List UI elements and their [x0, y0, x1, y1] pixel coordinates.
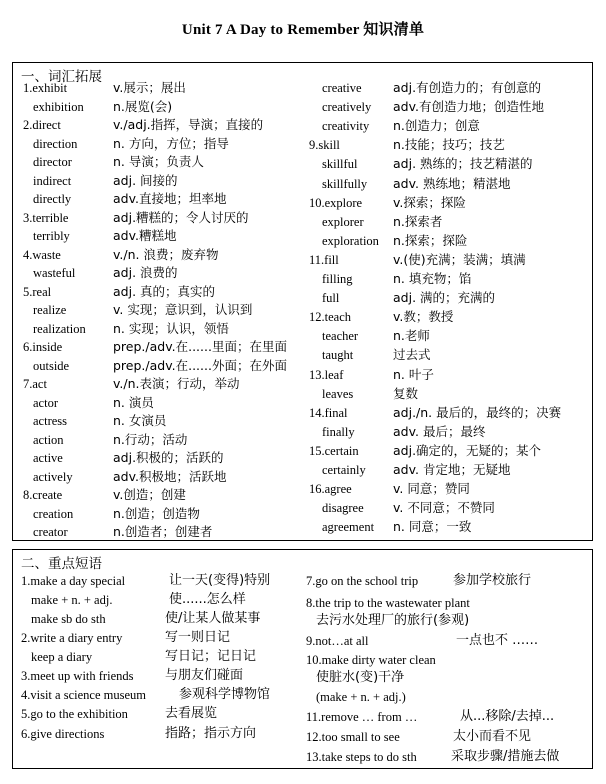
vocab-definition: n.展览(会) [113, 98, 173, 114]
vocab-entry [33, 153, 204, 171]
phrase-chinese: 使脏水(变)干净 [316, 670, 405, 685]
phrase-english: 2.write a diary entry [21, 631, 123, 645]
vocab-definition: v./n. 浪费；废弃物 [113, 246, 219, 262]
vocab-entry [322, 98, 544, 116]
vocab-entry [33, 301, 252, 319]
phrase-english: 12.too small to see [306, 730, 400, 744]
vocab-word: actress [33, 414, 68, 428]
phrase-chinese: 与朋友们碰面 [165, 668, 244, 683]
vocab-definition: adj. 间接的 [113, 172, 178, 188]
vocab-word: actively [33, 469, 73, 484]
vocab-entry [309, 404, 561, 422]
vocab-definition: adj. 满的；充满的 [393, 290, 496, 306]
vocab-entry [23, 246, 218, 264]
vocab-entry [322, 270, 471, 288]
vocab-definition: n. 填充物；馅 [393, 271, 472, 286]
vocab-word: full [322, 291, 340, 306]
vocab-entry [309, 136, 505, 154]
phrase-english: (make + n. + adj.) [316, 690, 406, 704]
phrase-english: make + n. + adj. [31, 593, 113, 607]
vocab-entry [33, 449, 224, 467]
phrase-english: 9.not…at all [306, 634, 369, 648]
vocab-word: teacher [322, 329, 359, 344]
vocab-definition: n.老师 [393, 328, 430, 344]
phrase-english: 11.remove … from … [306, 710, 418, 724]
vocab-definition: adv. 最后；最终 [393, 423, 486, 439]
page-title: Unit 7 A Day to Remember 知识清单 [181, 22, 425, 38]
vocab-word: 5.real [23, 284, 52, 299]
vocab-definition: v.展示；展出 [113, 80, 186, 95]
vocab-word: active [33, 451, 63, 465]
vocab-word: 14.final [309, 405, 348, 420]
phrase-chinese: 从...移除/去掉... [460, 709, 555, 724]
vocab-definition: n.探索；探险 [393, 232, 468, 248]
vocab-definition: adv.糟糕地 [113, 228, 177, 243]
vocab-entry [322, 155, 533, 173]
vocab-word: 7.act [23, 377, 47, 391]
vocab-entry [309, 308, 453, 326]
vocab-definition: prep./adv.在......外面；在外面 [113, 357, 287, 373]
vocab-word: action [33, 432, 64, 447]
vocab-definition: adv.积极地；活跃地 [113, 468, 227, 484]
vocab-entry [23, 486, 186, 504]
vocab-entry [33, 172, 178, 190]
vocab-entry [33, 264, 178, 282]
vocab-entry [33, 98, 172, 116]
vocab-definition: n. 同意；一致 [393, 519, 472, 535]
vocab-entry [33, 412, 166, 430]
vocab-entry [322, 346, 431, 364]
vocab-word: direction [33, 136, 78, 151]
vocab-definition: adj. 熟练的；技艺精湛的 [393, 156, 533, 172]
vocab-definition: n.创造者；创建者 [113, 524, 213, 539]
vocab-word: director [33, 155, 72, 169]
phrases-section [12, 549, 593, 769]
vocab-word: 1.exhibit [23, 81, 68, 95]
vocab-definition: n. 叶子 [393, 366, 434, 382]
phrase-chinese: 去污水处理厂的旅行(参观) [316, 613, 470, 628]
phrase-english: 4.visit a science museum [21, 688, 146, 702]
vocab-word: explorer [322, 214, 364, 229]
vocab-definition: adv.直接地；坦率地 [113, 191, 227, 206]
vocab-word: 2.direct [23, 118, 61, 132]
vocab-entry [309, 194, 466, 212]
vocab-definition: n.技能；技巧；技艺 [393, 137, 505, 153]
vocab-definition: v./adj.指挥，导演；直接的 [113, 117, 264, 132]
phrase-english: 7.go on the school trip [306, 574, 419, 588]
vocab-entry [23, 338, 287, 356]
vocab-word: skillfully [322, 176, 368, 191]
vocab-word: realize [33, 303, 67, 317]
phrase-chinese: 写一则日记 [165, 630, 231, 645]
phrase-english: keep a diary [31, 650, 93, 664]
vocab-definition: n.创造；创造物 [113, 505, 200, 521]
phrase-chinese: 去看展览 [165, 706, 218, 721]
vocab-entry [33, 320, 229, 338]
vocab-definition: n. 演员 [113, 394, 154, 410]
vocab-entry [33, 431, 187, 449]
vocab-definition: adj.有创造力的；有创意的 [393, 80, 542, 95]
vocab-word: actor [33, 395, 58, 410]
vocab-definition: v.创造；创建 [113, 487, 186, 502]
vocab-word: 6.inside [23, 340, 63, 354]
vocab-entry [309, 442, 541, 460]
phrase-chinese: 一点也不 …… [456, 633, 539, 648]
vocab-word: exploration [322, 233, 379, 248]
vocab-definition: adj. 浪费的 [113, 265, 178, 280]
vocab-definition: v. 不同意；不赞同 [393, 500, 495, 516]
vocab-word: filling [322, 272, 353, 286]
vocab-entry [33, 135, 229, 153]
vocab-entry [23, 209, 249, 227]
phrase-chinese: 太小而看不见 [453, 729, 532, 744]
vocab-entry [23, 283, 215, 301]
vocab-definition: adj. 真的；真实的 [113, 283, 216, 299]
vocab-entry [309, 366, 434, 384]
vocab-definition: v. 同意；赞同 [393, 481, 470, 497]
vocab-entry [33, 227, 177, 245]
vocab-definition: 复数 [393, 385, 419, 401]
vocab-word: 13.leaf [309, 367, 344, 382]
vocab-entry [322, 289, 495, 307]
vocab-definition: adj.糟糕的；令人讨厌的 [113, 209, 249, 225]
phrase-chinese: 使/让某人做某事 [165, 611, 261, 626]
vocab-word: directly [33, 192, 72, 206]
vocab-entry [322, 423, 485, 441]
vocab-entry [309, 251, 526, 269]
vocab-word: 4.waste [23, 247, 61, 262]
vocab-word: creation [33, 506, 74, 521]
vocab-definition: prep./adv.在......里面；在里面 [113, 339, 287, 354]
phrase-english: 5.go to the exhibition [21, 707, 128, 721]
vocab-word: creatively [322, 100, 372, 115]
vocab-entry [322, 385, 418, 403]
vocab-word: agreement [322, 520, 375, 535]
vocab-entry [322, 232, 467, 250]
vocab-definition: n. 方向，方位；指导 [113, 135, 229, 151]
vocabulary-heading: 一、词汇拓展 [21, 69, 102, 85]
vocab-entry [33, 357, 287, 375]
vocab-entry [322, 79, 541, 97]
vocab-entry [33, 468, 227, 486]
vocab-definition: v.探索；探险 [393, 194, 466, 210]
vocabulary-section [12, 62, 593, 541]
vocab-definition: n. 导演；负责人 [113, 154, 204, 169]
vocab-word: 12.teach [309, 310, 351, 325]
phrase-english: 13.take steps to do sth [306, 750, 417, 764]
vocab-word: 3.terrible [23, 210, 69, 225]
vocab-definition: v.教；教授 [393, 309, 454, 325]
vocab-word: 15.certain [309, 443, 359, 458]
phrases-heading: 二、重点短语 [21, 556, 102, 572]
vocab-word: 16.agree [309, 482, 352, 497]
vocab-entry [23, 116, 263, 134]
vocab-entry [322, 499, 495, 517]
phrase-english: make sb do sth [31, 612, 106, 626]
vocab-word: taught [322, 348, 354, 363]
vocab-word: 10.explore [309, 195, 363, 210]
vocab-word: leaves [322, 386, 354, 401]
vocab-entry [23, 375, 240, 393]
vocab-word: creative [322, 81, 362, 95]
vocab-definition: adv. 肯定地；无疑地 [393, 462, 511, 477]
vocab-word: terribly [33, 229, 70, 243]
vocab-entry [322, 461, 510, 479]
vocab-definition: v./n.表演；行动，举动 [113, 376, 240, 391]
vocab-word: finally [322, 424, 355, 439]
vocab-entry [322, 518, 471, 536]
phrase-chinese: 参观科学博物馆 [179, 687, 271, 702]
vocab-entry [322, 327, 430, 345]
vocab-entry [322, 213, 442, 231]
vocab-entry [309, 480, 470, 498]
vocab-word: creativity [322, 119, 370, 134]
vocab-word: disagree [322, 501, 364, 516]
phrase-english: 1.make a day special [21, 574, 126, 588]
phrase-english: 3.meet up with friends [21, 669, 134, 683]
vocab-entry [23, 79, 186, 97]
vocab-definition: n. 女演员 [113, 413, 167, 428]
vocab-word: realization [33, 321, 86, 336]
vocab-entry [322, 175, 510, 193]
vocab-definition: adj.确定的，无疑的；某个 [393, 442, 542, 458]
phrase-chinese: 让一天(变得)特别 [169, 573, 271, 588]
vocab-word: 11.fill [309, 252, 339, 267]
vocab-word: indirect [33, 173, 72, 188]
vocab-word: exhibition [33, 99, 84, 114]
vocab-entry [33, 394, 154, 412]
phrase-chinese: 采取步骤/措施去做 [451, 749, 560, 764]
vocab-entry [33, 523, 212, 541]
vocab-definition: adj./n. 最后的，最终的；决赛 [393, 404, 562, 420]
vocab-word: creator [33, 525, 68, 539]
vocab-word: skillful [322, 157, 358, 172]
vocab-word: 9.skill [309, 138, 340, 153]
vocab-definition: n.行动；活动 [113, 431, 188, 447]
vocab-definition: n.创造力；创意 [393, 118, 480, 134]
phrase-english: 6.give directions [21, 727, 105, 741]
vocab-word: outside [33, 358, 70, 373]
vocab-entry [33, 505, 200, 523]
phrase-english: 8.the trip to the wastewater plant [306, 596, 470, 610]
vocab-word: 8.create [23, 488, 63, 502]
vocab-definition: adv. 熟练地；精湛地 [393, 175, 511, 191]
phrase-chinese: 写日记；记日记 [165, 649, 257, 664]
vocab-word: wasteful [33, 266, 76, 280]
vocab-entry [322, 117, 480, 135]
vocab-definition: v.(使)充满；装满；填满 [393, 251, 526, 267]
vocab-definition: adv.有创造力地；创造性地 [393, 99, 544, 115]
vocab-definition: v. 实现；意识到，认识到 [113, 302, 253, 317]
vocab-definition: adj.积极的；活跃的 [113, 450, 224, 465]
vocab-definition: n.探索者 [393, 213, 443, 229]
vocab-entry [33, 190, 227, 208]
phrase-chinese: 指路；指示方向 [165, 726, 257, 741]
vocab-definition: 过去式 [393, 347, 431, 363]
vocab-definition: n. 实现；认识，领悟 [113, 320, 229, 336]
phrase-chinese: 使......怎么样 [169, 592, 246, 607]
phrase-english: 10.make dirty water clean [306, 653, 436, 667]
phrase-chinese: 参加学校旅行 [453, 573, 532, 588]
vocab-word: certainly [322, 463, 366, 477]
